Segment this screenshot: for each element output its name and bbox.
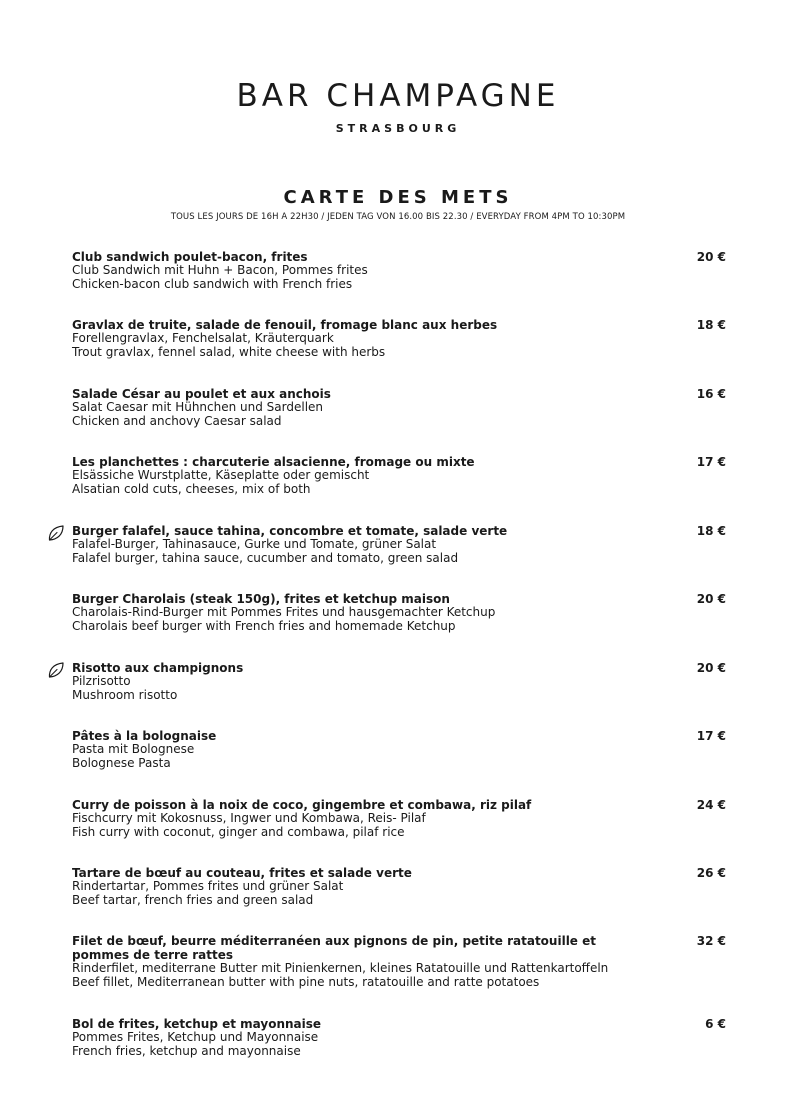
dish-name-de: Rinderfilet, mediterrane Butter mit Pinienkernen, kleines Ratatouille und Rattenkartoffeln [72, 961, 609, 975]
dish-name-fr: Gravlax de truite, salade de fenouil, fromage blanc aux herbes [72, 318, 498, 332]
dish-name-de: Club Sandwich mit Huhn + Bacon, Pommes frites [72, 263, 368, 277]
brand-name: BAR CHAMPAGNE [236, 78, 560, 114]
dish-name-de: Salat Caesar mit Hühnchen und Sardellen [72, 400, 324, 414]
dish-name-de: Falafel-Burger, Tahinasauce, Gurke und Tomate, grüner Salat [72, 537, 437, 551]
menu-item [72, 661, 732, 702]
menu-item [72, 250, 732, 291]
opening-hours: TOUS LES JOURS DE 16H A 22H30 / JEDEN TAG VON 16.00 BIS 22.30 / EVERYDAY FROM 4PM TO 10:30PM [170, 212, 626, 222]
dish-name-de: Forellengravlax, Fenchelsalat, Kräuterquark [72, 331, 334, 345]
menu-item [72, 1017, 732, 1058]
dish-name-en: Chicken and anchovy Caesar salad [72, 413, 282, 428]
dish-name-en: Bolognese Pasta [72, 755, 171, 770]
dish-name-de: Pommes Frites, Ketchup und Mayonnaise [72, 1030, 319, 1044]
dish-name-de: Fischcurry mit Kokosnuss, Ingwer und Kombawa, Reis- Pilaf [72, 811, 426, 825]
dish-name-fr: Risotto aux champignons [72, 661, 244, 675]
dish-name-de: Elsässiche Wurstplatte, Käseplatte oder gemischt [72, 468, 370, 482]
menu-item [72, 455, 732, 496]
dish-name-en: Beef fillet, Mediterranean butter with pine nuts, ratatouille and ratte potatoes [72, 974, 540, 989]
dish-price: 26 € [696, 866, 726, 880]
dish-name-fr: Pâtes à la bolognaise [72, 729, 217, 743]
menu-item [72, 592, 732, 633]
dish-name-en: Charolais beef burger with French fries and homemade Ketchup [72, 618, 456, 633]
dish-name-de: Pasta mit Bolognese [72, 742, 195, 756]
dish-price: 20 € [696, 661, 726, 675]
menu-item [72, 387, 732, 428]
dish-name-de: Pilzrisotto [72, 674, 131, 688]
dish-name-fr: Salade César au poulet et aux anchois [72, 387, 331, 401]
menu-item [72, 318, 732, 359]
dish-name-en: Falafel burger, tahina sauce, cucumber and tomato, green salad [72, 550, 459, 565]
leaf-icon [47, 524, 65, 542]
dish-name-fr: Curry de poisson à la noix de coco, gingembre et combawa, riz pilaf [72, 798, 532, 812]
dish-name-en: Trout gravlax, fennel salad, white cheese with herbs [72, 344, 386, 359]
dish-name-en: Fish curry with coconut, ginger and combawa, pilaf rice [72, 824, 405, 839]
dish-name-fr: Filet de bœuf, beurre méditerranéen aux pignons de pin, petite ratatouille et pommes de terre rattes [72, 934, 596, 962]
dish-price: 17 € [696, 729, 726, 743]
dish-name-de: Rindertartar, Pommes frites und grüner Salat [72, 879, 344, 893]
menu-item [72, 798, 732, 839]
menu-item [72, 934, 732, 989]
dish-price: 6 € [705, 1017, 726, 1031]
dish-price: 17 € [696, 455, 726, 469]
menu-item [72, 729, 732, 770]
dish-name-en: Mushroom risotto [72, 687, 178, 702]
dish-name-fr: Tartare de bœuf au couteau, frites et salade verte [72, 866, 412, 880]
dish-name-en: Alsatian cold cuts, cheeses, mix of both [72, 481, 311, 496]
dish-name-de: Charolais-Rind-Burger mit Pommes Frites und hausgemachter Ketchup [72, 605, 496, 619]
dish-price: 18 € [696, 318, 726, 332]
dish-name-en: French fries, ketchup and mayonnaise [72, 1043, 301, 1058]
menu-item [72, 524, 732, 565]
menu-title: CARTE DES METS [283, 187, 513, 208]
dish-name-fr: Les planchettes : charcuterie alsacienne, fromage ou mixte [72, 455, 475, 469]
dish-name-fr: Burger Charolais (steak 150g), frites et ketchup maison [72, 592, 450, 606]
dish-price: 24 € [696, 798, 726, 812]
dish-price: 20 € [696, 250, 726, 264]
dish-name-fr: Bol de frites, ketchup et mayonnaise [72, 1017, 322, 1031]
dish-name-fr: Club sandwich poulet-bacon, frites [72, 250, 308, 264]
dish-price: 16 € [696, 387, 726, 401]
menu-item [72, 866, 732, 907]
dish-name-en: Chicken-bacon club sandwich with French fries [72, 276, 353, 291]
dish-price: 18 € [696, 524, 726, 538]
dish-price: 32 € [696, 934, 726, 948]
dish-price: 20 € [696, 592, 726, 606]
leaf-icon [47, 661, 65, 679]
dish-name-en: Beef tartar, french fries and green salad [72, 892, 314, 907]
city-name: STRASBOURG [335, 122, 461, 135]
dish-name-fr: Burger falafel, sauce tahina, concombre et tomate, salade verte [72, 524, 508, 538]
